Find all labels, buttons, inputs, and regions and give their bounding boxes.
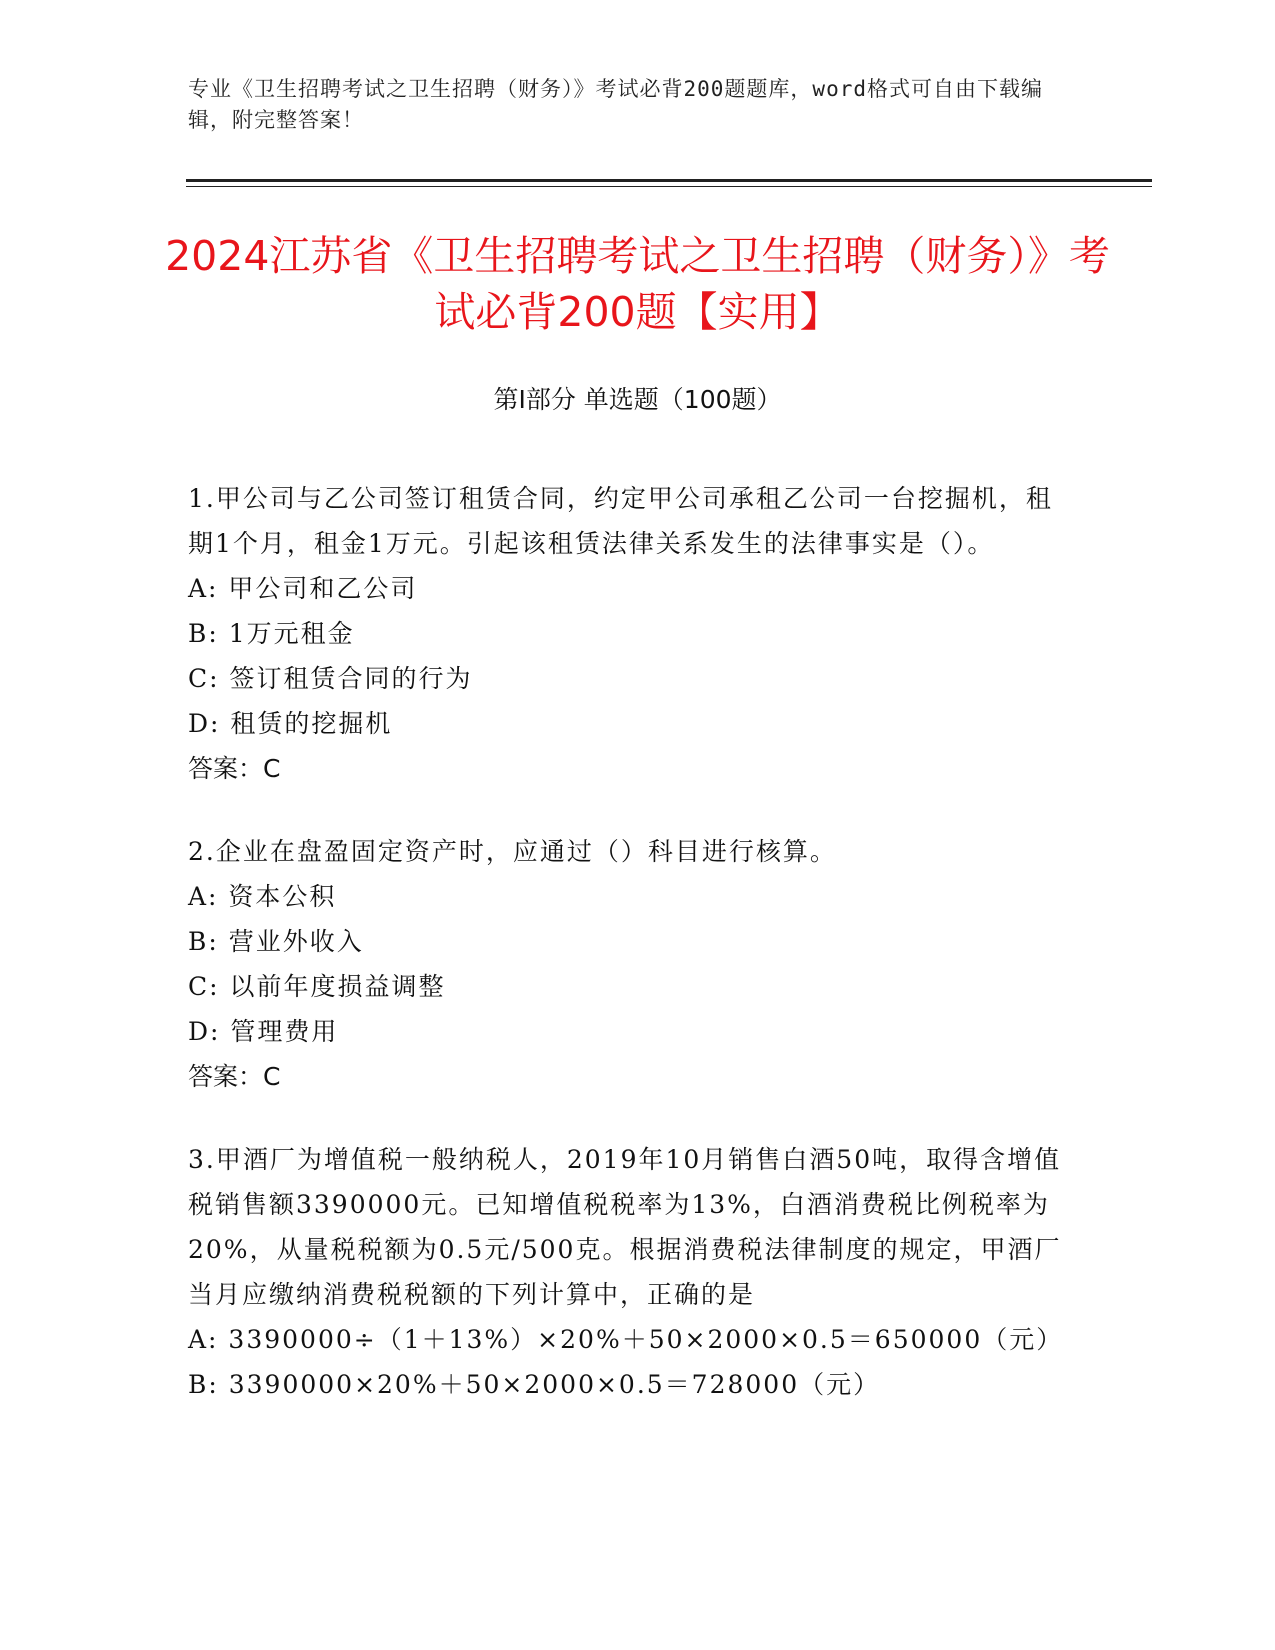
document-title: 2024江苏省《卫生招聘考试之卫生招聘（财务）》考试必背200题【实用】 [165,232,1110,336]
question-1 [188,476,1078,791]
option-d: D: 管理费用 [188,1017,339,1046]
option-b: B: 营业外收入 [188,927,364,956]
option-a: A: 资本公积 [188,882,337,911]
option-d: D: 租赁的挖掘机 [188,709,393,738]
option-c: C: 以前年度损益调整 [188,972,446,1001]
option-b: B: 3390000×20%＋50×2000×0.5＝728000（元） [188,1370,881,1399]
question-2 [188,829,1078,1099]
question-stem: 2.企业在盘盈固定资产时，应通过（）科目进行核算。 [188,837,837,866]
question-3 [188,1137,1078,1407]
answer: 答案：C [188,1062,281,1091]
header-rule-thick [186,179,1152,182]
option-c: C: 签订租赁合同的行为 [188,664,473,693]
header-rule-thin [186,186,1152,187]
question-list [188,476,1078,1445]
section-title: 第Ⅰ部分 单选题（100题） [493,385,782,414]
question-stem: 1.甲公司与乙公司签订租赁合同，约定甲公司承租乙公司一台挖掘机，租期1个月，租金1万元。引起该租赁法律关系发生的法律事实是（）。 [188,484,1053,558]
header-note: 专业《卫生招聘考试之卫生招聘（财务）》考试必背200题题库，word格式可自由下载编辑，附完整答案！ [188,77,1043,132]
question-stem: 3.甲酒厂为增值税一般纳税人，2019年10月销售白酒50吨，取得含增值税销售额3390000元。已知增值税税率为13%，白酒消费税比例税率为20%，从量税税额为0.5元/500克。根据消费税法律制度的规定，甲酒厂当月应缴纳消费税税额的下列计算中，正确的是 [188,1145,1062,1309]
option-a: A: 甲公司和乙公司 [188,574,418,603]
option-a: A: 3390000÷（1＋13%）×20%＋50×2000×0.5＝650000（元） [188,1325,1064,1354]
answer: 答案：C [188,754,281,783]
option-b: B: 1万元租金 [188,619,355,648]
